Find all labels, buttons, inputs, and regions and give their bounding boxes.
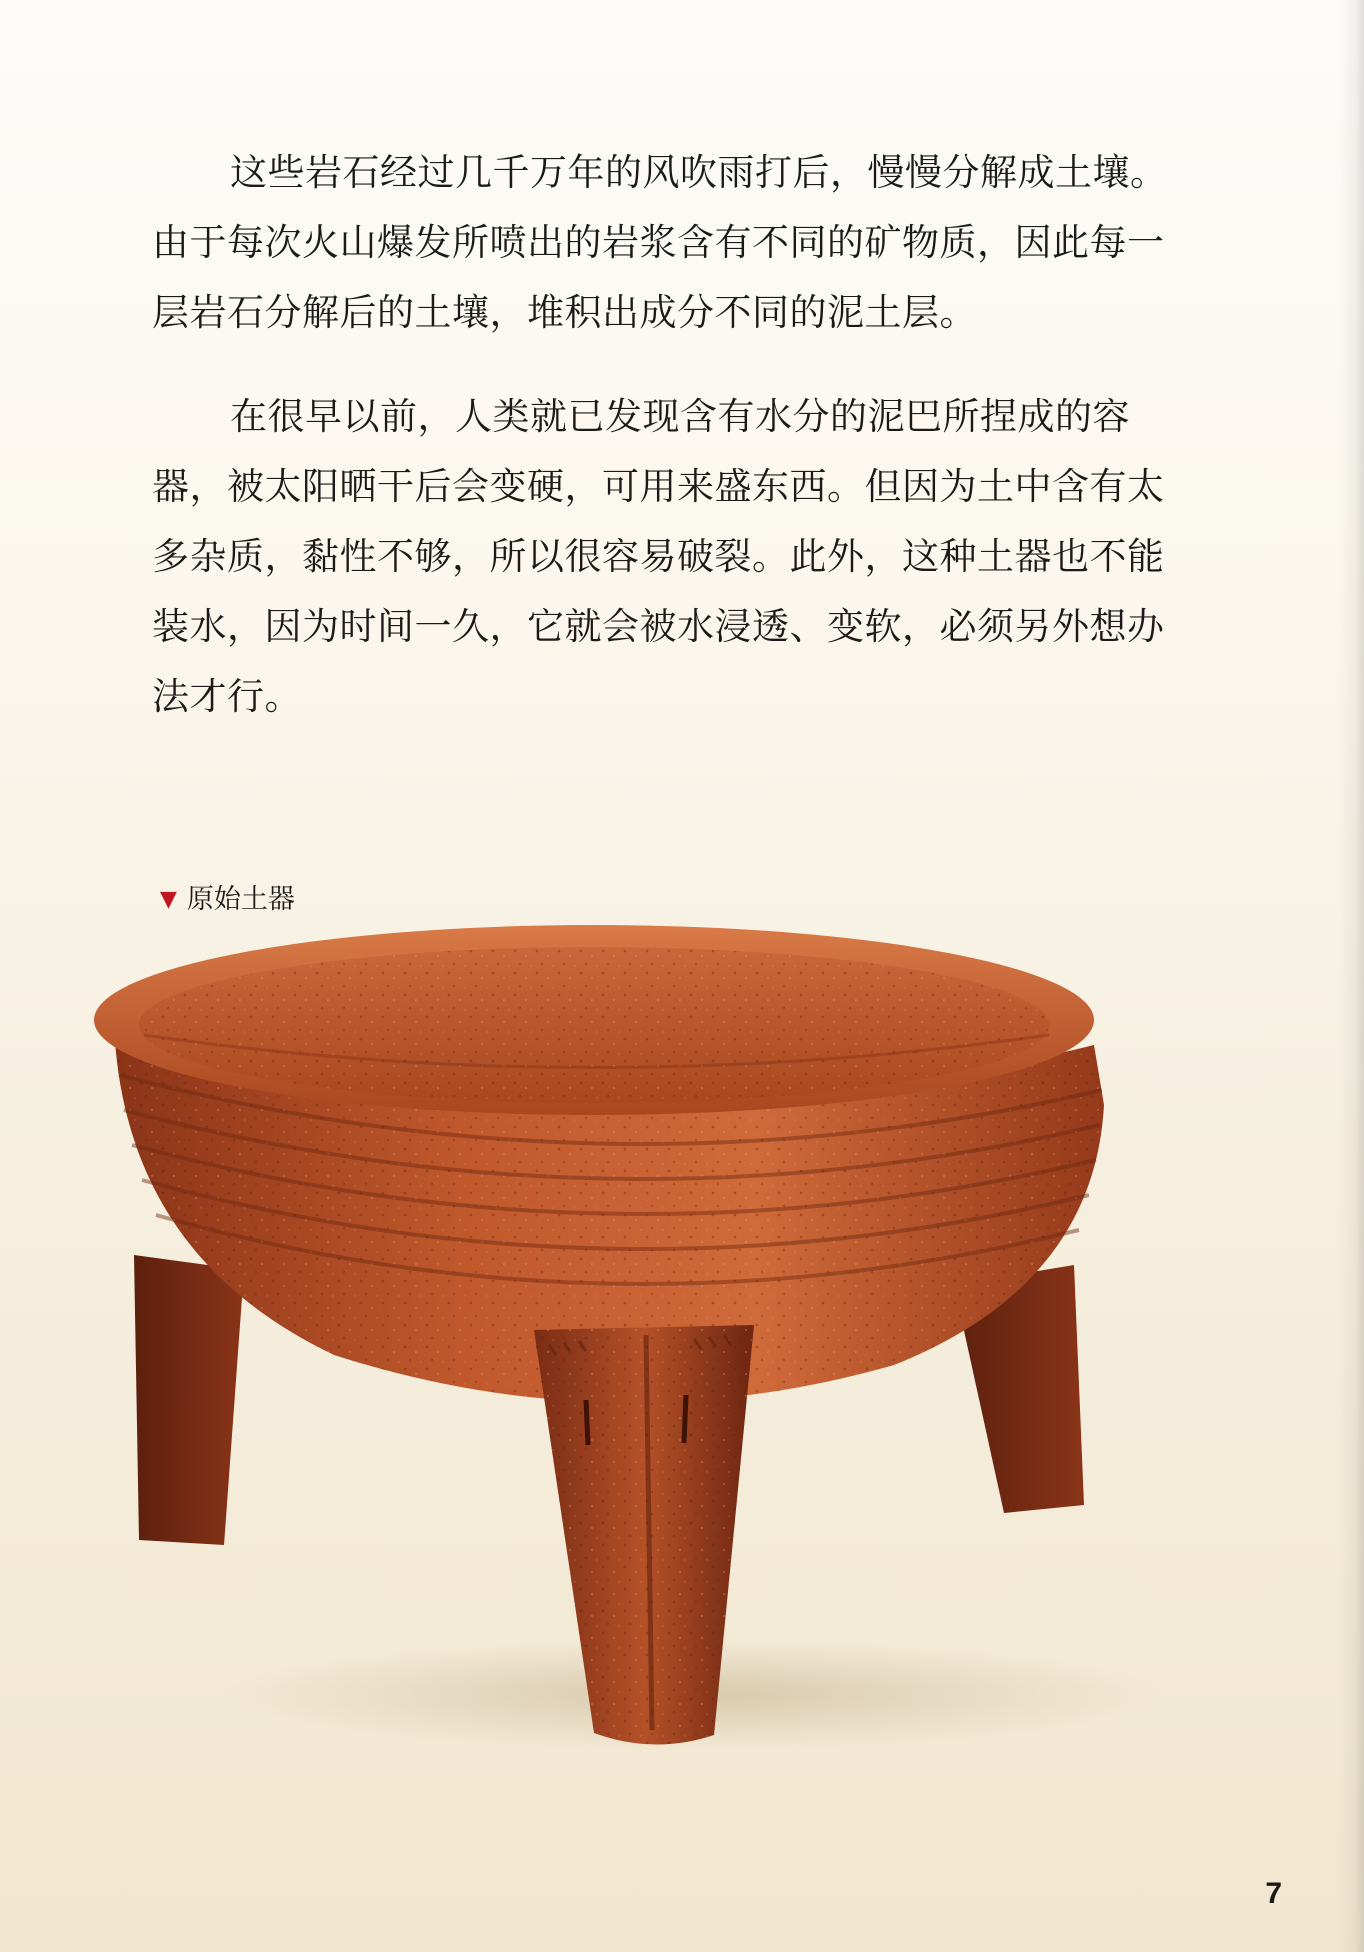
paragraph-1 xyxy=(152,138,1182,348)
figure-caption xyxy=(160,882,295,918)
clay-tripod-bowl-photo xyxy=(94,925,1214,1755)
page-number: 7 xyxy=(1265,1877,1282,1910)
paragraph-2-text: 在很早以前，人类就已发现含有水分的泥巴所捏成的容器，被太阳晒干后会变硬，可用来盛东西。但因为土中含有太多杂质，黏性不够，所以很容易破裂。此外，这种土器也不能装水，因为时间一久，它就会被水浸透、变软，必须另外想办法才行。 xyxy=(152,395,1165,718)
paragraph-2 xyxy=(152,382,1182,732)
bowl-interior-texture xyxy=(139,947,1049,1103)
left-back-leg xyxy=(134,1255,244,1545)
page-edge-shadow xyxy=(1338,0,1364,1952)
caption-text: 原始土器 xyxy=(186,884,295,915)
paragraph-1-text: 这些岩石经过几千万年的风吹雨打后，慢慢分解成土壤。由于每次火山爆发所喷出的岩浆含有不同的矿物质，因此每一层岩石分解后的土壤，堆积出成分不同的泥土层。 xyxy=(152,151,1168,334)
front-leg-mark-right xyxy=(684,1395,686,1443)
caption-marker-icon: ▼ xyxy=(160,887,177,912)
front-leg-mark-left xyxy=(586,1400,588,1445)
